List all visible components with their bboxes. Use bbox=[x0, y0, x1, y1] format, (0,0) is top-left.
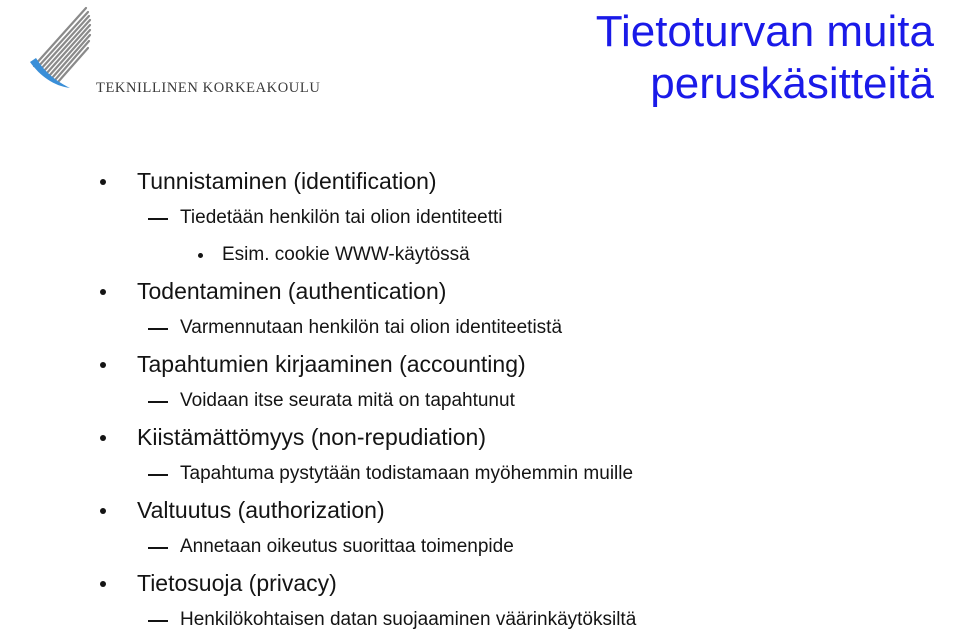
bullet-text: Tunnistaminen (identification) bbox=[137, 168, 437, 194]
dash-icon bbox=[148, 474, 168, 476]
bullet-text: Valtuutus (authorization) bbox=[137, 497, 385, 523]
bullet-item bbox=[0, 273, 960, 310]
bullet-item bbox=[0, 419, 960, 456]
sub-bullet-text: Varmennutaan henkilön tai olion identiteetistä bbox=[180, 317, 563, 338]
sub-bullet-item bbox=[0, 310, 960, 346]
slide-title-line-2: peruskäsitteitä bbox=[650, 59, 934, 108]
sub-sub-bullet-item bbox=[0, 236, 960, 273]
sub-bullet-text: Tiedetään henkilön tai olion identiteetti bbox=[180, 207, 503, 228]
bullet-dot-icon bbox=[100, 508, 106, 514]
sub-bullet-item bbox=[0, 383, 960, 419]
sub-bullet-item bbox=[0, 602, 960, 638]
bullet-dot-icon bbox=[100, 362, 106, 368]
small-dot-icon bbox=[198, 253, 203, 258]
bullet-item bbox=[0, 163, 960, 200]
bullet-text: Kiistämättömyys (non-repudiation) bbox=[137, 424, 486, 450]
wing-logo-icon bbox=[28, 6, 98, 96]
bullet-dot-icon bbox=[100, 179, 106, 185]
logo-text: TEKNILLINEN KORKEAKOULU bbox=[96, 80, 321, 96]
university-logo bbox=[28, 6, 321, 96]
dash-icon bbox=[148, 620, 168, 622]
sub-bullet-text: Annetaan oikeutus suorittaa toimenpide bbox=[180, 536, 514, 557]
dash-icon bbox=[148, 401, 168, 403]
sub-bullet-item bbox=[0, 200, 960, 236]
bullet-dot-icon bbox=[100, 435, 106, 441]
sub-bullet-item bbox=[0, 456, 960, 492]
sub-bullet-text: Voidaan itse seurata mitä on tapahtunut bbox=[180, 390, 515, 411]
dash-icon bbox=[148, 328, 168, 330]
bullet-list bbox=[0, 163, 960, 638]
bullet-item bbox=[0, 346, 960, 383]
sub-bullet-text: Tapahtuma pystytään todistamaan myöhemmin muille bbox=[180, 463, 634, 484]
dash-icon bbox=[148, 218, 168, 220]
slide-title bbox=[596, 6, 934, 110]
slide-title-line-1: Tietoturvan muita bbox=[595, 7, 934, 56]
bullet-text: Todentaminen (authentication) bbox=[137, 278, 447, 304]
bullet-text: Tapahtumien kirjaaminen (accounting) bbox=[137, 351, 526, 377]
bullet-item bbox=[0, 565, 960, 602]
bullet-item bbox=[0, 492, 960, 529]
dash-icon bbox=[148, 547, 168, 549]
sub-bullet-item bbox=[0, 529, 960, 565]
bullet-text: Tietosuoja (privacy) bbox=[137, 570, 337, 596]
sub-sub-bullet-text: Esim. cookie WWW-käytössä bbox=[222, 244, 470, 265]
sub-bullet-text: Henkilökohtaisen datan suojaaminen väärinkäytöksiltä bbox=[180, 609, 637, 630]
bullet-dot-icon bbox=[100, 289, 106, 295]
bullet-dot-icon bbox=[100, 581, 106, 587]
